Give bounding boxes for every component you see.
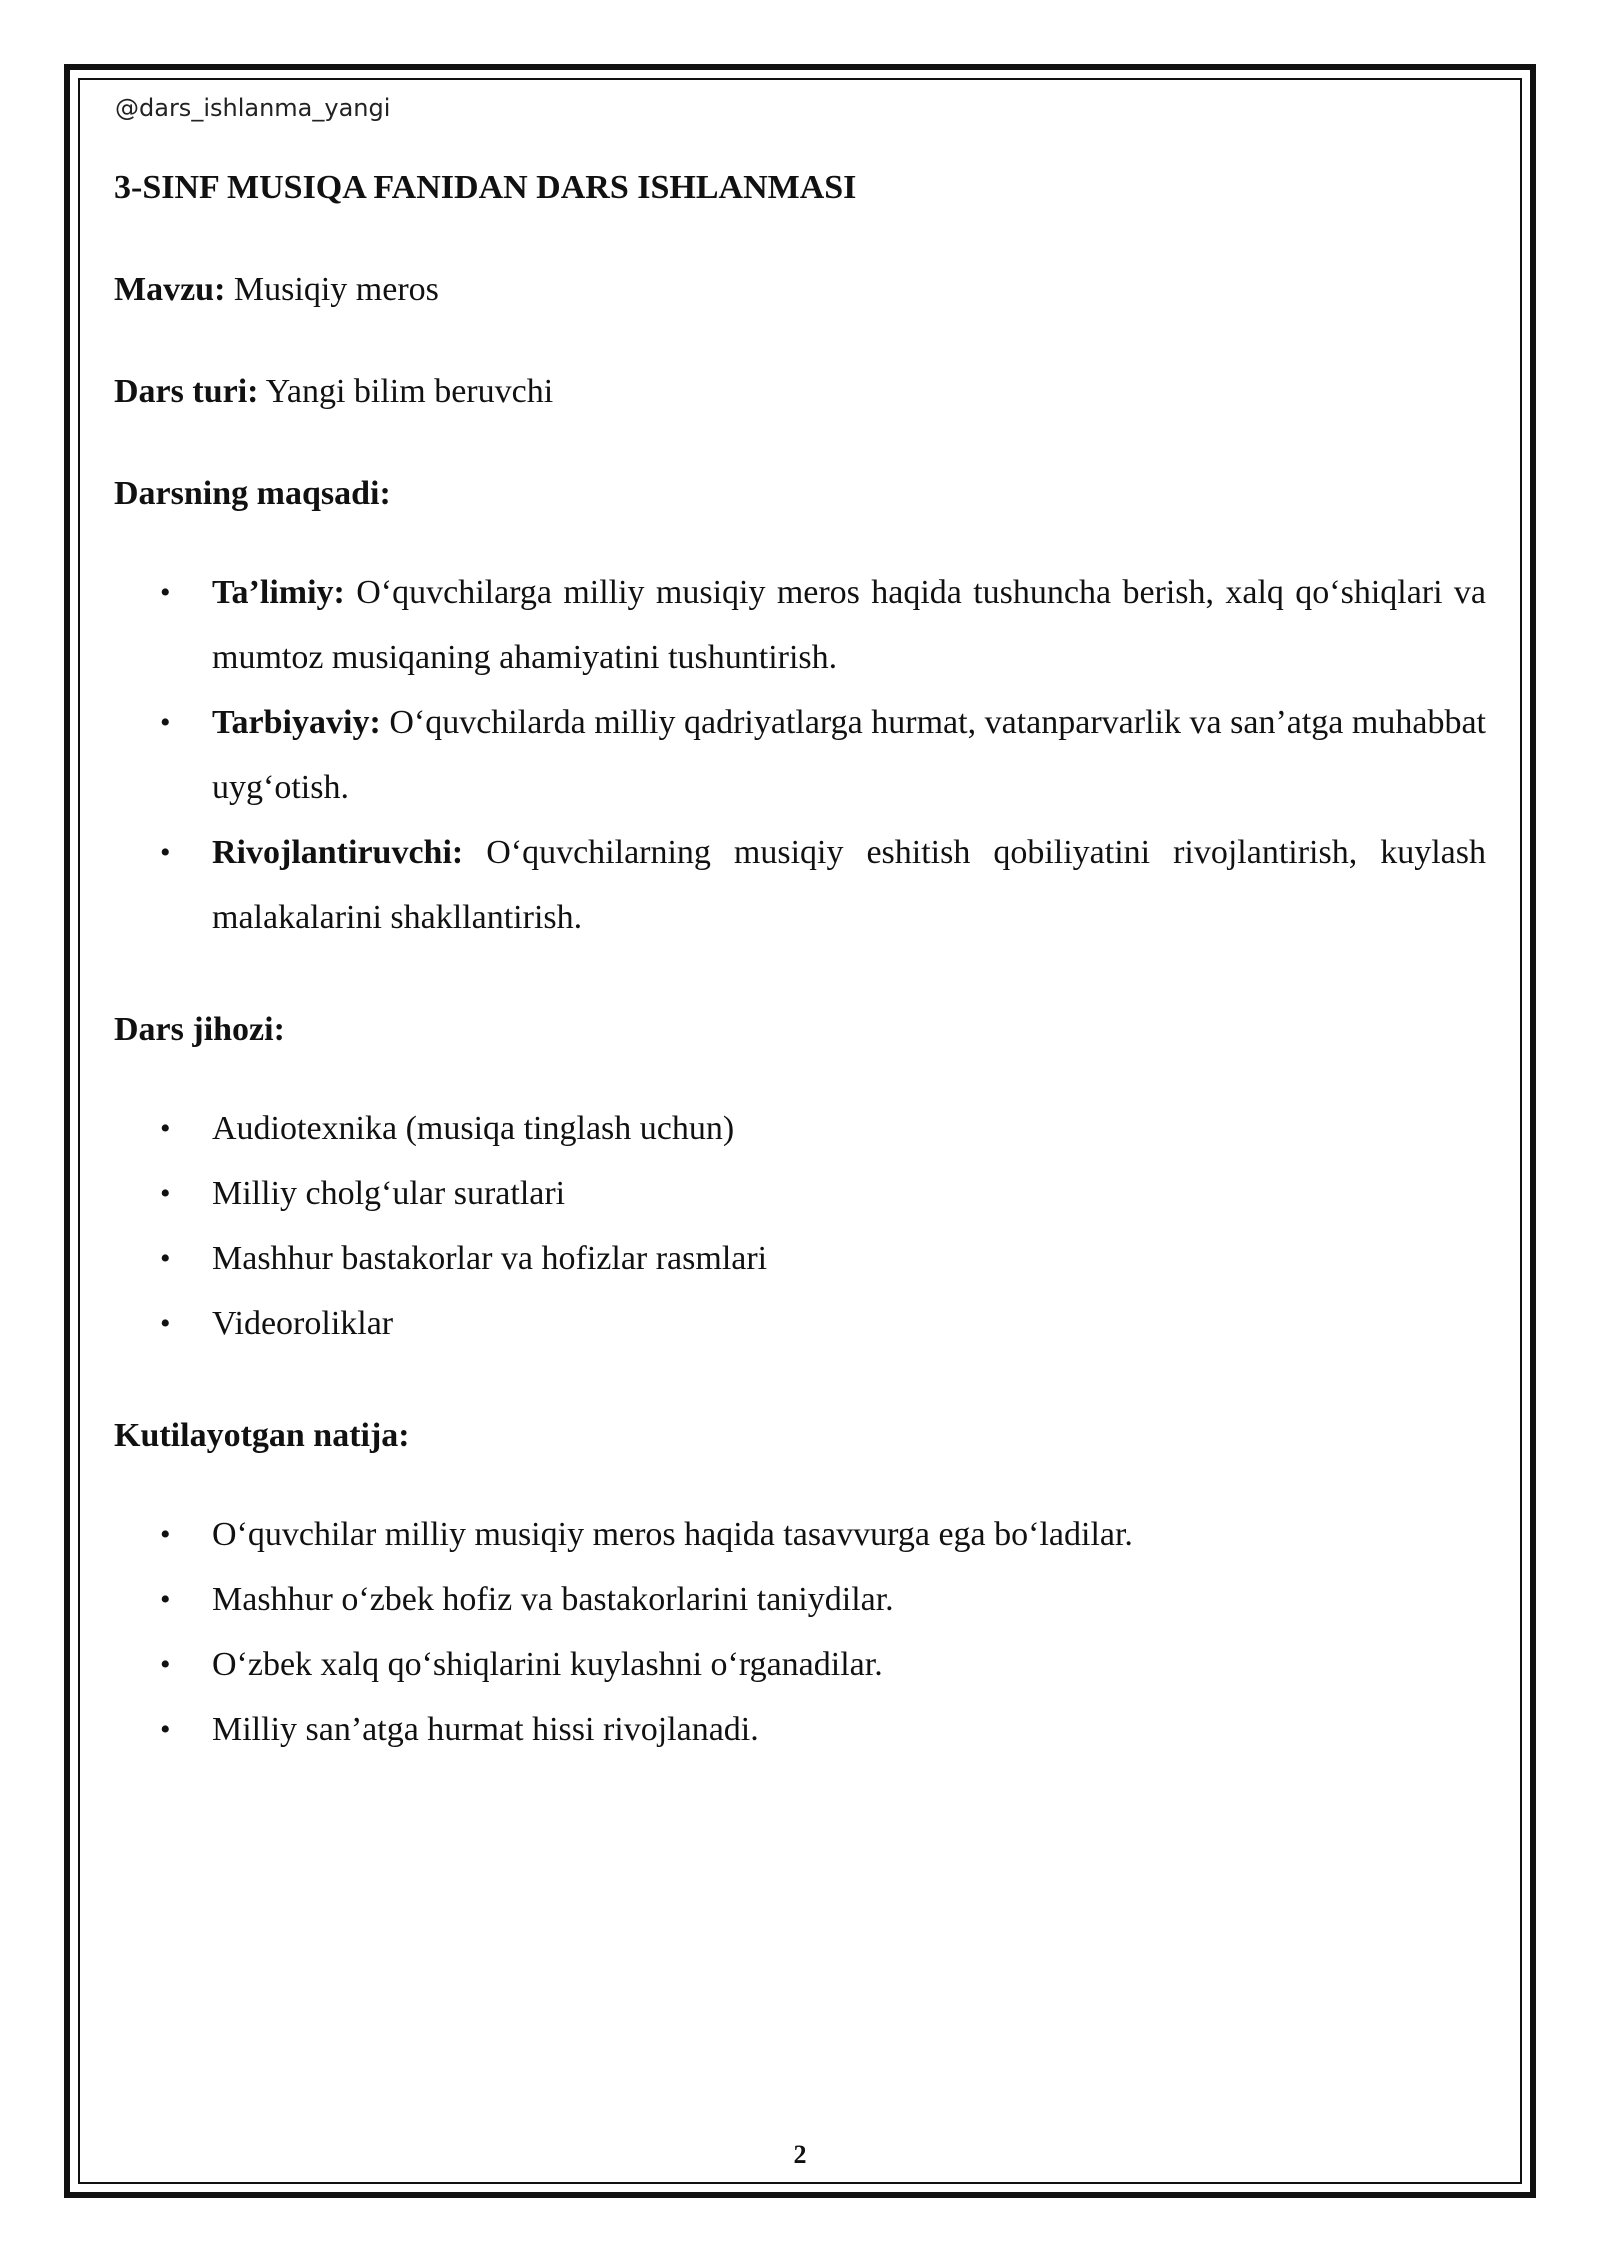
list-item xyxy=(114,560,1486,690)
lesson-type-field xyxy=(114,370,1486,414)
list-item xyxy=(114,1567,1486,1632)
bullet-icon: • xyxy=(160,1713,171,1746)
page-number: 2 xyxy=(793,2140,807,2169)
equipment-heading: Dars jihozi: xyxy=(114,1011,285,1048)
equipment-item: Videoroliklar xyxy=(212,1305,394,1342)
list-item xyxy=(114,690,1486,820)
equipment-item: Audiotexnika (musiqa tinglash uchun) xyxy=(212,1110,735,1147)
goal-label: Ta’limiy: xyxy=(212,574,345,611)
result-item: Mashhur o‘zbek hofiz va bastakorlarini taniydilar. xyxy=(212,1581,894,1618)
bullet-icon: • xyxy=(160,1177,171,1210)
equipment-item: Mashhur bastakorlar va hofizlar rasmlari xyxy=(212,1240,768,1277)
list-item xyxy=(114,1226,1486,1291)
list-item xyxy=(114,1161,1486,1226)
goals-list xyxy=(114,560,1486,950)
result-item: O‘zbek xalq qo‘shiqlarini kuylashni o‘rganadilar. xyxy=(212,1646,883,1683)
bullet-icon: • xyxy=(160,706,171,739)
list-item xyxy=(114,1632,1486,1697)
goals-heading: Darsning maqsadi: xyxy=(114,475,391,512)
expected-result-list xyxy=(114,1502,1486,1762)
list-item xyxy=(114,1502,1486,1567)
topic-field xyxy=(114,268,1486,312)
goal-text: O‘quvchilarning musiqiy eshitish qobiliyatini rivojlantirish, kuylash malakalarini shakllantirish. xyxy=(212,834,1486,936)
bullet-icon: • xyxy=(160,1307,171,1340)
goal-label: Rivojlantiruvchi: xyxy=(212,834,464,871)
document-body xyxy=(114,166,1486,1762)
topic-value: Musiqiy meros xyxy=(233,271,439,308)
lesson-type-label: Dars turi: xyxy=(114,373,259,410)
goal-text: O‘quvchilarga milliy musiqiy meros haqida tushuncha berish, xalq qo‘shiqlari va mumtoz musiqaning ahamiyatini tushuntirish. xyxy=(212,574,1487,676)
result-item: Milliy san’atga hurmat hissi rivojlanadi. xyxy=(212,1711,759,1748)
equipment-list xyxy=(114,1096,1486,1356)
watermark: @dars_ishlanma_yangi xyxy=(115,94,391,122)
bullet-icon: • xyxy=(160,1518,171,1551)
result-item: O‘quvchilar milliy musiqiy meros haqida tasavvurga ega bo‘ladilar. xyxy=(212,1516,1133,1553)
bullet-icon: • xyxy=(160,836,171,869)
bullet-icon: • xyxy=(160,1583,171,1616)
goal-label: Tarbiyaviy: xyxy=(212,704,381,741)
lesson-type-value: Yangi bilim beruvchi xyxy=(265,373,554,410)
expected-result-heading: Kutilayotgan natija: xyxy=(114,1417,410,1454)
document-title: 3-SINF MUSIQA FANIDAN DARS ISHLANMASI xyxy=(114,169,857,206)
list-item xyxy=(114,1697,1486,1762)
bullet-icon: • xyxy=(160,1648,171,1681)
list-item xyxy=(114,820,1486,950)
list-item xyxy=(114,1291,1486,1356)
equipment-item: Milliy cholg‘ular suratlari xyxy=(212,1175,566,1212)
list-item xyxy=(114,1096,1486,1161)
topic-label: Mavzu: xyxy=(114,271,226,308)
bullet-icon: • xyxy=(160,1112,171,1145)
bullet-icon: • xyxy=(160,576,171,609)
goal-text: O‘quvchilarda milliy qadriyatlarga hurmat, vatanparvarlik va san’atga muhabbat uyg‘otish. xyxy=(212,704,1487,806)
bullet-icon: • xyxy=(160,1242,171,1275)
